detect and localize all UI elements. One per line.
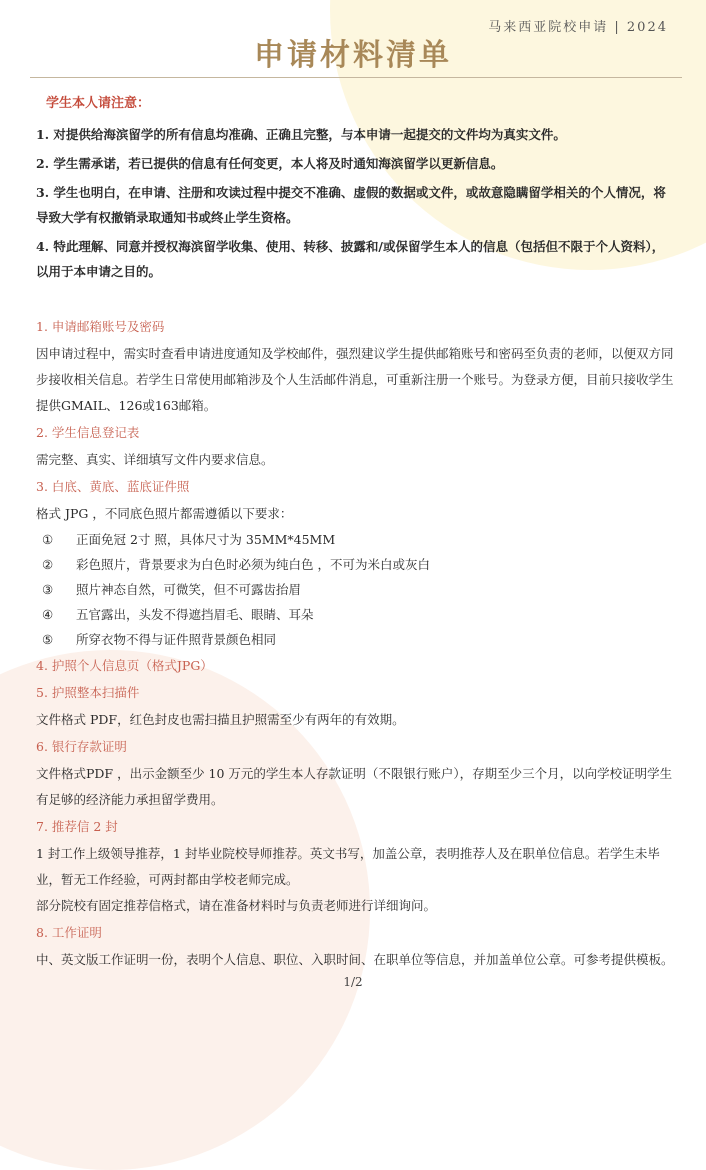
section-heading-bank-proof: 6. 银行存款证明 [36, 739, 127, 754]
notice-heading: 学生本人请注意： [46, 96, 151, 111]
list-item-text: 五官露出，头发不得遮挡眉毛、眼睛、耳朵 [76, 607, 314, 622]
title-divider [30, 77, 682, 78]
section-text-bank-proof: 文件格式PDF ，出示金额至少 10 万元的学生本人存款证明（不限银行账户），存期至少三个月，以向学校证明学生有足够的经济能力承担留学费用。 [36, 766, 673, 807]
section-heading-passport-info: 4. 护照个人信息页（格式JPG） [36, 658, 213, 673]
notice-item: 4. 特此理解、同意并授权海滨留学收集、使用、转移、披露和/或保留学生本人的信息（包括但不限于个人资料），以用于本申请之目的。 [36, 239, 665, 279]
photo-requirements-list [36, 527, 674, 652]
section-heading-employment: 8. 工作证明 [36, 925, 102, 940]
page-number: 1/2 [343, 975, 363, 989]
page-title: 申请材料清单 [254, 38, 452, 73]
list-item-number: ⑤ [42, 632, 54, 647]
section-text-info-form: 需完整、真实、详细填写文件内要求信息。 [36, 452, 274, 467]
notice-item: 1. 对提供给海滨留学的所有信息均准确、正确且完整，与本申请一起提交的文件均为真实文件。 [36, 127, 566, 142]
section-heading-info-form: 2. 学生信息登记表 [36, 425, 140, 440]
list-item-number: ④ [42, 607, 54, 622]
section-text-employment: 中、英文版工作证明一份，表明个人信息、职位、入职时间、在职单位等信息，并加盖单位公章。可参考提供模板。 [36, 952, 674, 967]
section-heading-recommendation: 7. 推荐信 2 封 [36, 819, 118, 834]
section-text-recommendation: 1 封工作上级领导推荐，1 封毕业院校导师推荐。英文书写，加盖公章，表明推荐人及在职单位信息。若学生未毕业，暂无工作经验，可两封都由学校老师完成。 [36, 846, 660, 887]
list-item [36, 527, 674, 552]
section-text-passport-scan: 文件格式 PDF，红色封皮也需扫描且护照需至少有两年的有效期。 [36, 712, 405, 727]
list-item-text: 正面免冠 2寸 照，具体尺寸为 35MM*45MM [76, 532, 336, 547]
list-item-number: ① [42, 532, 54, 547]
section-heading-passport-scan: 5. 护照整本扫描件 [36, 685, 140, 700]
section-heading-email: 1. 申请邮箱账号及密码 [36, 319, 165, 334]
notice-item: 3. 学生也明白，在申请、注册和攻读过程中提交不准确、虚假的数据或文件，或故意隐瞒留学相关的个人情况，将导致大学有权撤销录取通知书或终止学生资格。 [36, 185, 666, 225]
list-item-number: ② [42, 557, 54, 572]
list-item [36, 627, 674, 652]
list-item-text: 照片神态自然，可微笑，但不可露齿抬眉 [76, 582, 302, 597]
list-item-text: 彩色照片，背景要求为白色时必须为纯白色 ，不可为米白或灰白 [76, 557, 430, 572]
section-text-photo-intro: 格式 JPG ，不同底色照片都需遵循以下要求： [36, 506, 293, 521]
list-item [36, 552, 674, 577]
section-heading-photo: 3. 白底、黄底、蓝底证件照 [36, 479, 190, 494]
document-body [36, 92, 674, 973]
list-item-text: 所穿衣物不得与证件照背景颜色相同 [76, 632, 277, 647]
list-item [36, 577, 674, 602]
section-gap [36, 288, 674, 313]
section-text-email: 因申请过程中，需实时查看申请进度通知及学校邮件，强烈建议学生提供邮箱账号和密码至负责的老师，以便双方同步接收相关信息。若学生日常使用邮箱涉及个人生活邮件消息，可重新注册一个账号。为登录方便，目前只接收学生提供GMAIL、126或163邮箱。 [36, 346, 674, 413]
section-text-recommendation-note: 部分院校有固定推荐信格式，请在准备材料时与负责老师进行详细询问。 [36, 898, 437, 913]
notice-item: 2. 学生需承诺，若已提供的信息有任何变更，本人将及时通知海滨留学以更新信息。 [36, 156, 504, 171]
list-item [36, 602, 674, 627]
header-tag: 马来西亚院校申请 | 2024 [488, 20, 668, 35]
list-item-number: ③ [42, 582, 54, 597]
